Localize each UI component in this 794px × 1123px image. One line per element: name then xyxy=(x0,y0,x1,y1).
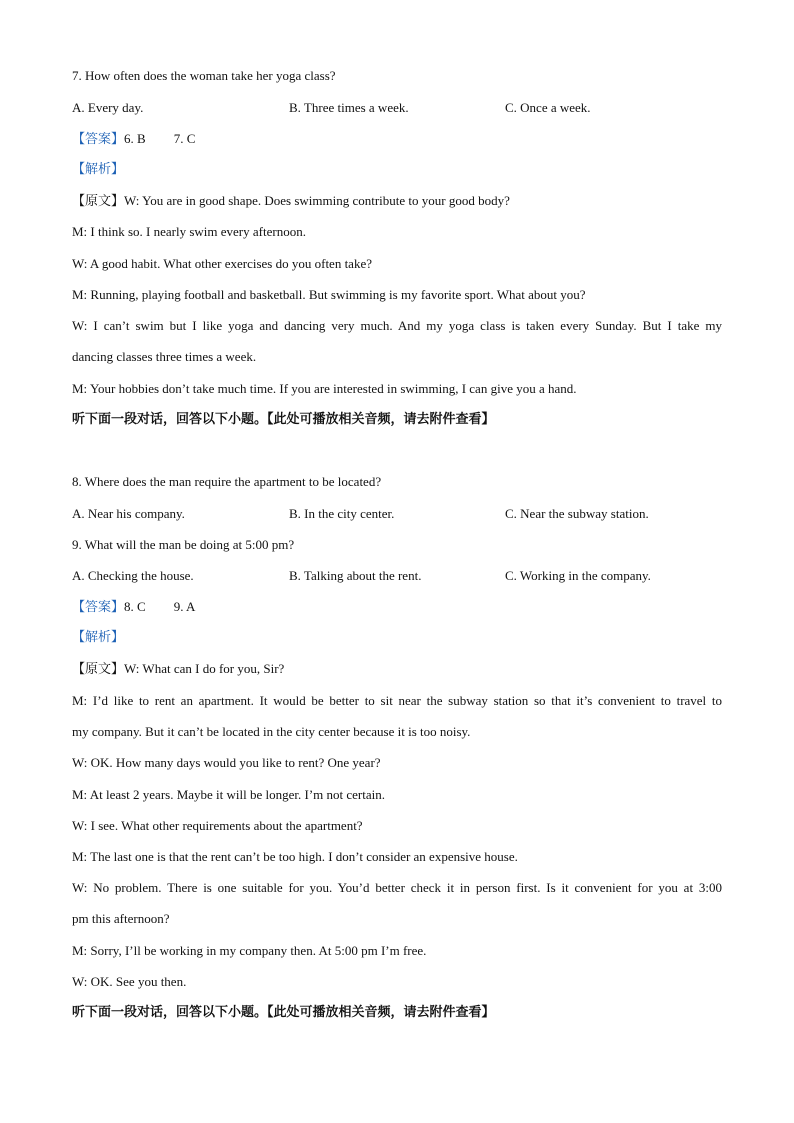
answer-tag: 【答案】 xyxy=(72,132,125,147)
transcript-2-line-7a: W: No problem. There is one suitable for you. You’d better check it in person first. Is it convenient for you at 3:00 xyxy=(72,880,722,895)
option-c: C. Once a week. xyxy=(505,100,591,115)
question-9-stem: 9. What will the man be doing at 5:00 pm? xyxy=(72,537,295,552)
answer-tag: 【答案】 xyxy=(72,600,125,615)
answer-9: 9. A xyxy=(173,599,196,614)
option-c: C. Working in the company. xyxy=(505,568,651,583)
transcript-2-line-7b: pm this afternoon? xyxy=(72,911,170,926)
transcript-2-line-9: W: OK. See you then. xyxy=(72,974,187,989)
analysis-tag-2: 【解析】 xyxy=(72,630,125,645)
transcript-1-line-3: W: A good habit. What other exercises do you often take? xyxy=(72,256,372,271)
transcript-2-line-8: M: Sorry, I’ll be working in my company then. At 5:00 pm I’m free. xyxy=(72,943,427,958)
transcript-2-line-5: W: I see. What other requirements about the apartment? xyxy=(72,818,363,833)
option-b: B. Talking about the rent. xyxy=(289,568,422,583)
transcript-1-line-6: M: Your hobbies don’t take much time. If you are interested in swimming, I can give you a hand. xyxy=(72,381,577,396)
analysis-tag-1: 【解析】 xyxy=(72,162,125,177)
listening-instruction-2: 听下面一段对话，回答以下小题。【此处可播放相关音频，请去附件查看】 xyxy=(72,1005,495,1020)
answer-line-1 xyxy=(72,131,722,148)
transcript-2-line-1 xyxy=(72,661,722,678)
transcript-1-line-1 xyxy=(72,193,722,210)
transcript-2-line-2b: my company. But it can’t be located in the city center because it is too noisy. xyxy=(72,724,471,739)
listening-instruction-1: 听下面一段对话，回答以下小题。【此处可播放相关音频，请去附件查看】 xyxy=(72,412,495,427)
option-c: C. Near the subway station. xyxy=(505,506,649,521)
option-a: A. Checking the house. xyxy=(72,568,194,583)
transcript-1-line-4: M: Running, playing football and basketball. But swimming is my favorite sport. What about you? xyxy=(72,287,586,302)
transcript-2-line-6: M: The last one is that the rent can’t be too high. I don’t consider an expensive house. xyxy=(72,849,518,864)
question-8-stem: 8. Where does the man require the apartment to be located? xyxy=(72,474,382,489)
option-b: B. Three times a week. xyxy=(289,100,409,115)
answer-6: 6. B xyxy=(124,131,146,146)
answer-7: 7. C xyxy=(173,131,196,146)
transcript-1-line-2: M: I think so. I nearly swim every afternoon. xyxy=(72,224,306,239)
transcript-2-line-2a: M: I’d like to rent an apartment. It would be better to sit near the subway station so that it’s convenient to travel to xyxy=(72,693,722,708)
transcript-1-line-5a: W: I can’t swim but I like yoga and dancing very much. And my yoga class is taken every Sunday. But I take my xyxy=(72,318,722,333)
transcript-2-line-3: W: OK. How many days would you like to rent? One year? xyxy=(72,755,381,770)
option-a: A. Near his company. xyxy=(72,506,185,521)
transcript-2-line-4: M: At least 2 years. Maybe it will be longer. I’m not certain. xyxy=(72,787,386,802)
question-7-stem: 7. How often does the woman take her yoga class? xyxy=(72,68,336,83)
transcript-text: W: What can I do for you, Sir? xyxy=(124,661,285,676)
option-a: A. Every day. xyxy=(72,100,144,115)
transcript-1-line-5b: dancing classes three times a week. xyxy=(72,349,257,364)
original-text-tag: 【原文】 xyxy=(72,662,125,677)
answer-line-2 xyxy=(72,599,722,616)
transcript-text: W: You are in good shape. Does swimming contribute to your good body? xyxy=(124,193,510,208)
answer-8: 8. C xyxy=(124,599,146,614)
option-b: B. In the city center. xyxy=(289,506,395,521)
original-text-tag: 【原文】 xyxy=(72,194,125,209)
